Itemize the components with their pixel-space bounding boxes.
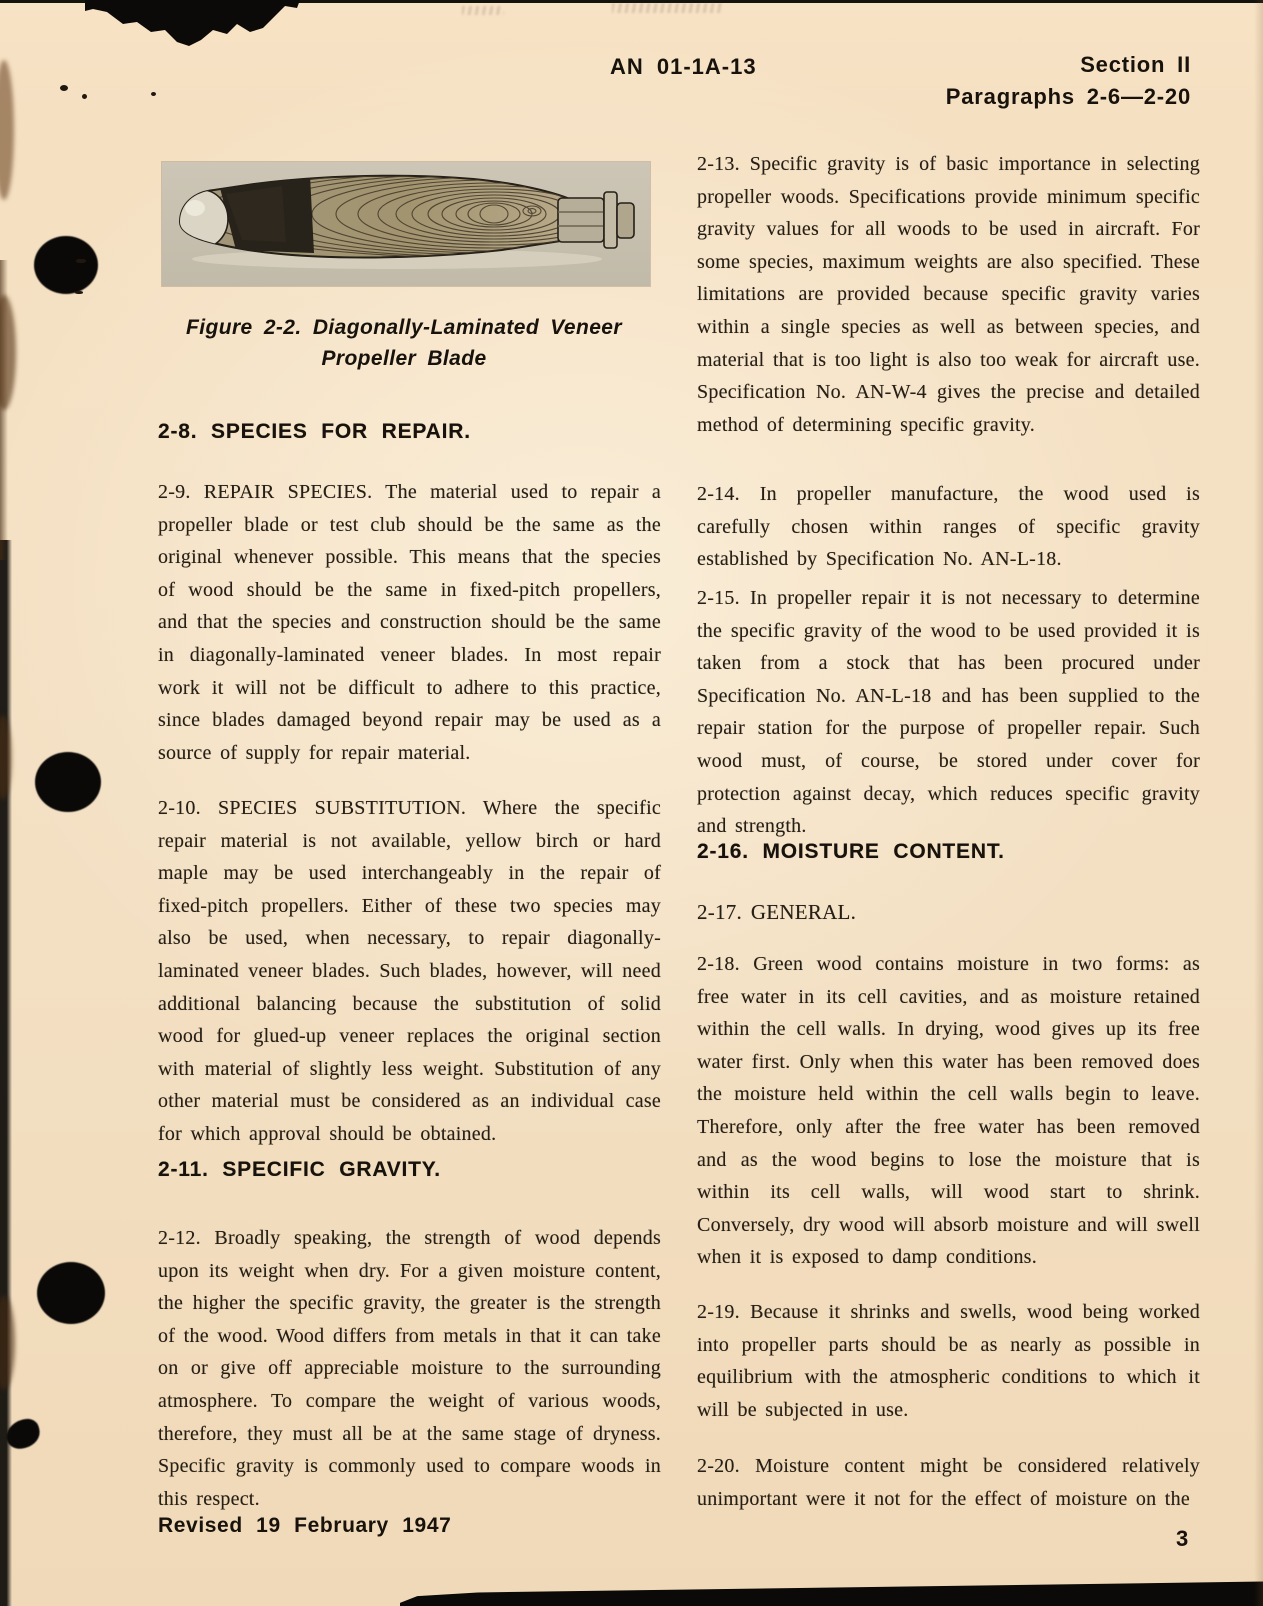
section-heading-2-16: 2-16. MOISTURE CONTENT. (697, 840, 1005, 863)
section-heading-2-8: 2-8. SPECIES FOR REPAIR. (158, 420, 471, 443)
paragraph-2-18: 2-18. Green wood contains moisture in two forms: as free water in its cell cavities, and as moisture retained within the cell walls. In drying, wood gives up its free water first. Only when this water has been removed does the moisture held within the cell walls begin to leave. Therefore, only after the free water has been removed and as the wood begins to lose the moisture that is within its cell walls, will wood start to shrink. Conversely, dry wood will absorb moisture and will swell when it is exposed to damp conditions. (697, 953, 1200, 1269)
paragraph-2-10: 2-10. SPECIES SUBSTITUTION. Where the specific repair material is not available, yellow birch or hard maple may be used interchangeably in the repair of fixed-pitch propellers. Either of these two species may also be used, when necessary, to repair diagonally-laminated veneer blades. Such blades, however, will need additional balancing because the substitution of solid wood for glued-up veneer replaces the original section with material of slightly less weight. Substitution of any other material must be considered as an individual case for which approval should be obtained. (158, 797, 661, 1145)
pencil-smudge (462, 6, 504, 15)
top-ink-blob (85, 0, 300, 57)
ink-speck (82, 94, 87, 99)
punch-hole-bottom (37, 1262, 105, 1324)
page-number: 3 (1176, 1526, 1189, 1551)
propeller-blade-illustration (162, 162, 650, 286)
section-heading-2-17: 2-17. GENERAL. (697, 900, 857, 924)
paragraph-2-9: 2-9. REPAIR SPECIES. The material used to repair a propeller blade or test club should be the same as the original whenever possible. This means that the species of wood should be the same in fixed-pitch propellers, and that the species and construction should be the same in diagonally-laminated veneer blades. In most repair work it will not be difficult to adhere to this practice, since blades damaged beyond repair may be used as a source of supply for repair material. (158, 481, 661, 764)
punch-hole-top (34, 236, 98, 294)
figure-caption-line1: Figure 2-2. Diagonally-Laminated Veneer (186, 316, 622, 339)
paragraph-2-20: 2-20. Moisture content might be considered relatively unimportant were it not for the effect of moisture on the (697, 1455, 1200, 1510)
left-scan-shadow (0, 540, 12, 1606)
ink-speck (76, 259, 86, 263)
ink-speck (75, 291, 83, 294)
paragraph-2-12: 2-12. Broadly speaking, the strength of wood depends upon its weight when dry. For a given moisture content, the higher the specific gravity, the greater is the strength of the wood. Wood differs from metals in that it can take on or give off appreciable moisture to the surrounding atmosphere. To compare the weight of various woods, therefore, they must all be at the same stage of dryness. Specific gravity is commonly used to compare woods in this respect. (158, 1227, 661, 1510)
punch-hole-middle (35, 752, 101, 812)
doc-number: AN 01-1A-13 (610, 54, 757, 79)
figure-caption-line2: Propeller Blade (321, 347, 487, 370)
paragraph-range: Paragraphs 2-6—2-20 (945, 84, 1191, 109)
edge-stain (0, 295, 16, 410)
section-label: Section II (1080, 52, 1191, 77)
scan-bottom-bar (400, 1580, 1263, 1606)
edge-stain (0, 60, 14, 200)
figure-photo (162, 162, 650, 286)
ink-speck (60, 85, 68, 91)
figure-caption (158, 312, 650, 374)
pencil-smudge (612, 3, 724, 13)
paragraph-2-13: 2-13. Specific gravity is of basic importance in selecting propeller woods. Specifications provide minimum specific gravity values for all woods to be used in aircraft. For some species, maximum weights are also specified. These limitations are provided because specific gravity varies within a single species as well as between species, and material that is too light is also too weak for aircraft use. Specification No. AN-W-4 gives the precise and detailed method of determining specific gravity. (697, 153, 1200, 436)
paragraph-2-15: 2-15. In propeller repair it is not necessary to determine the specific gravity of the wood to be used provided it is taken from a stock that has been procured under Specification No. AN-L-18 and has been supplied to the repair station for the purpose of propeller repair. Such wood must, of course, be stored under cover for protection against decay, which reduces specific gravity and strength. (697, 587, 1200, 838)
section-heading-2-11: 2-11. SPECIFIC GRAVITY. (158, 1158, 441, 1181)
revision-note: Revised 19 February 1947 (158, 1514, 452, 1537)
paragraph-2-14: 2-14. In propeller manufacture, the wood used is carefully chosen within ranges of specific gravity established by Specification No. AN-L-18. (697, 483, 1200, 571)
edge-stain (0, 1295, 15, 1390)
ink-speck (151, 92, 156, 96)
paragraph-2-19: 2-19. Because it shrinks and swells, wood being worked into propeller parts should be as nearly as possible in equilibrium with the atmospheric conditions to which it will be subjected in use. (697, 1301, 1200, 1421)
right-scan-shadow (1254, 0, 1263, 1606)
